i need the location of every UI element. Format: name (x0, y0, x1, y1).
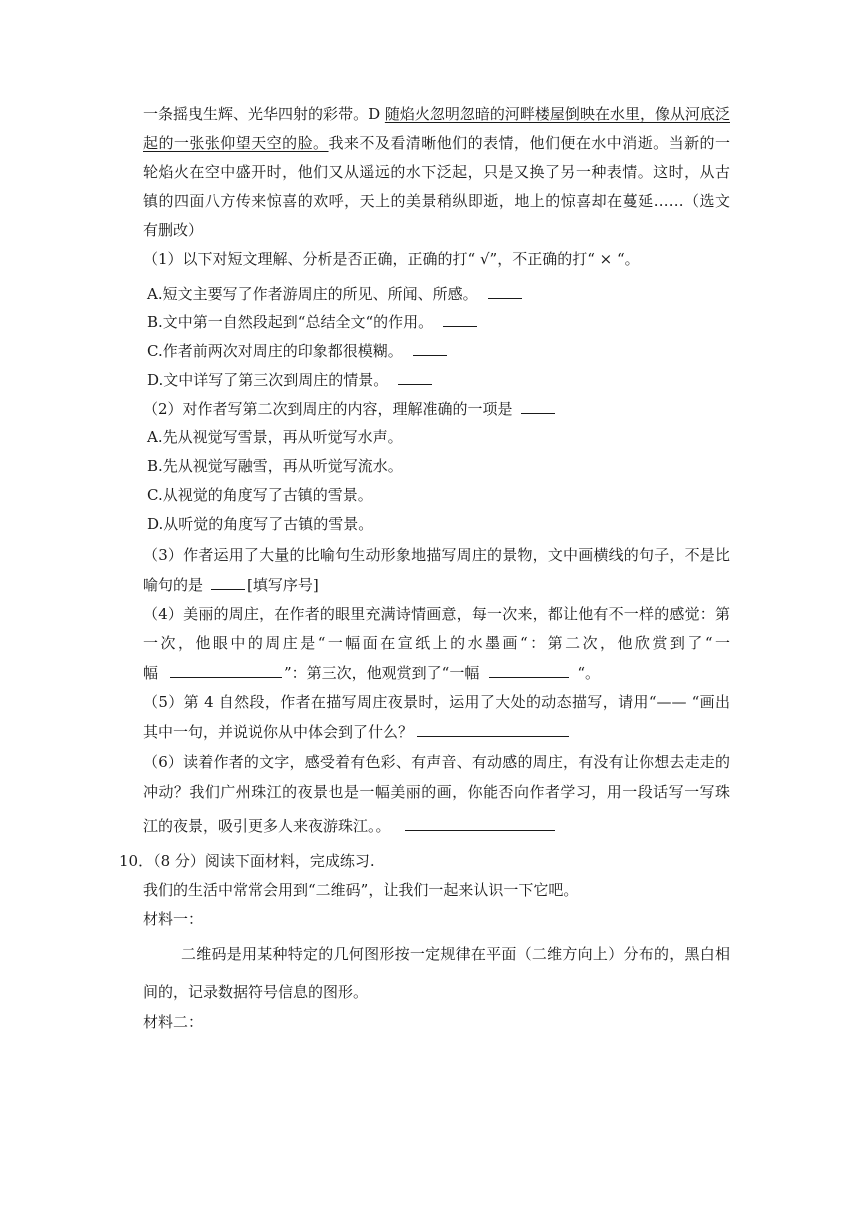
material-one-label: 材料一： (143, 910, 204, 928)
answer-blank[interactable] (170, 662, 282, 678)
q6-line-3: 江的夜景，吸引更多人来夜游珠江。。 (143, 815, 557, 837)
q2-option-b: B.先从视觉写融雪，再从听觉写流水。 (147, 457, 403, 475)
underlined-sentence: 随焰火忽明忽暗的河畔楼屋倒映在水里，像从河底泛 (384, 105, 730, 123)
q1-option-c: C.作者前两次对周庄的印象都很模糊。 (147, 340, 449, 362)
answer-blank[interactable] (521, 398, 555, 414)
q2-option-a: A.先从视觉写雪景，再从听觉写水声。 (147, 428, 403, 446)
q2-option-d: D.从听觉的角度写了古镇的雪景。 (147, 515, 374, 533)
answer-blank[interactable] (443, 311, 477, 327)
answer-blank[interactable] (405, 815, 555, 831)
q4-line-2: 一次，他眼中的周庄是“一幅面在宣纸上的水墨画“：第二次，他欣赏到了“一 (143, 634, 730, 652)
q5-line-2: 其中一句，并说说你从中体会到了什么？ (143, 721, 571, 743)
q1-stem: （1）以下对短文理解、分析是否正确，正确的打“ √”，不正确的打“ × “。 (143, 250, 640, 268)
q1-option-b: B.文中第一自然段起到“总结全文“的作用。 (147, 311, 479, 333)
answer-blank[interactable] (211, 574, 245, 590)
answer-blank[interactable] (398, 369, 432, 385)
q2-option-c: C.从视觉的角度写了古镇的雪景。 (147, 486, 373, 504)
underlined-sentence: 起的一张张仰望天空的脸。 (143, 134, 329, 152)
passage-text: 我来不及看清晰他们的表情，他们便在水中消逝。当新的一 (328, 134, 730, 152)
q10-heading: 10．（8 分）阅读下面材料，完成练习. (119, 852, 375, 870)
q4-line-3: 幅 ”：第三次，他观赏到了“一幅 “。 (143, 664, 601, 682)
passage-line-5: 有删改） (143, 221, 204, 239)
q10-intro: 我们的生活中常常会用到“二维码”，让我们一起来认识一下它吧。 (143, 881, 579, 899)
q2-stem: （2）对作者写第二次到周庄的内容，理解准确的一项是 (143, 398, 557, 420)
passage-line-1 (143, 104, 730, 126)
q4-line-1: （4）美丽的周庄，在作者的眼里充满诗情画意，每一次来，都让他有不一样的感觉：第 (143, 605, 730, 623)
answer-blank[interactable] (413, 340, 447, 356)
passage-line-3: 轮焰火在空中盛开时，他们又从遥远的水下泛起，只是又换了另一种表情。这时，从古 (143, 163, 730, 181)
q6-line-2: 冲动？我们广州珠江的夜景也是一幅美丽的画，你能否向作者学习，用一段话写一写珠 (143, 783, 730, 801)
q5-line-1: （5）第 4 自然段，作者在描写周庄夜景时，运用了大处的动态描写，请用“—— “画出 (143, 693, 730, 711)
material-one-line-1: 二维码是用某种特定的几何图形按一定规律在平面（二维方向上）分布的，黑白相 (181, 945, 730, 963)
q1-option-a: A.短文主要写了作者游周庄的所见、所闻、所感。 (147, 283, 524, 305)
material-two-label: 材料二： (143, 1013, 204, 1031)
q3-line-2: 喻句的是 [填写序号] (143, 576, 319, 594)
passage-text: 一条摇曳生辉、光华四射的彩带。D (143, 105, 385, 123)
answer-blank[interactable] (488, 283, 522, 299)
q6-line-1: （6）读着作者的文字，感受着有色彩、有声音、有动感的周庄，有没有让你想去走走的 (143, 753, 730, 771)
answer-blank[interactable] (417, 721, 569, 737)
q3-line-1: （3）作者运用了大量的比喻句生动形象地描写周庄的景物，文中画横线的句子，不是比 (143, 546, 730, 564)
passage-line-4: 镇的四面八方传来惊喜的欢呼，天上的美景稍纵即逝，地上的惊喜却在蔓延……（选文 (143, 192, 730, 210)
q1-option-d: D.文中详写了第三次到周庄的情景。 (147, 369, 434, 391)
material-one-line-2: 间的，记录数据符号信息的图形。 (143, 983, 369, 1001)
answer-blank[interactable] (489, 662, 569, 678)
passage-line-2 (143, 133, 730, 155)
